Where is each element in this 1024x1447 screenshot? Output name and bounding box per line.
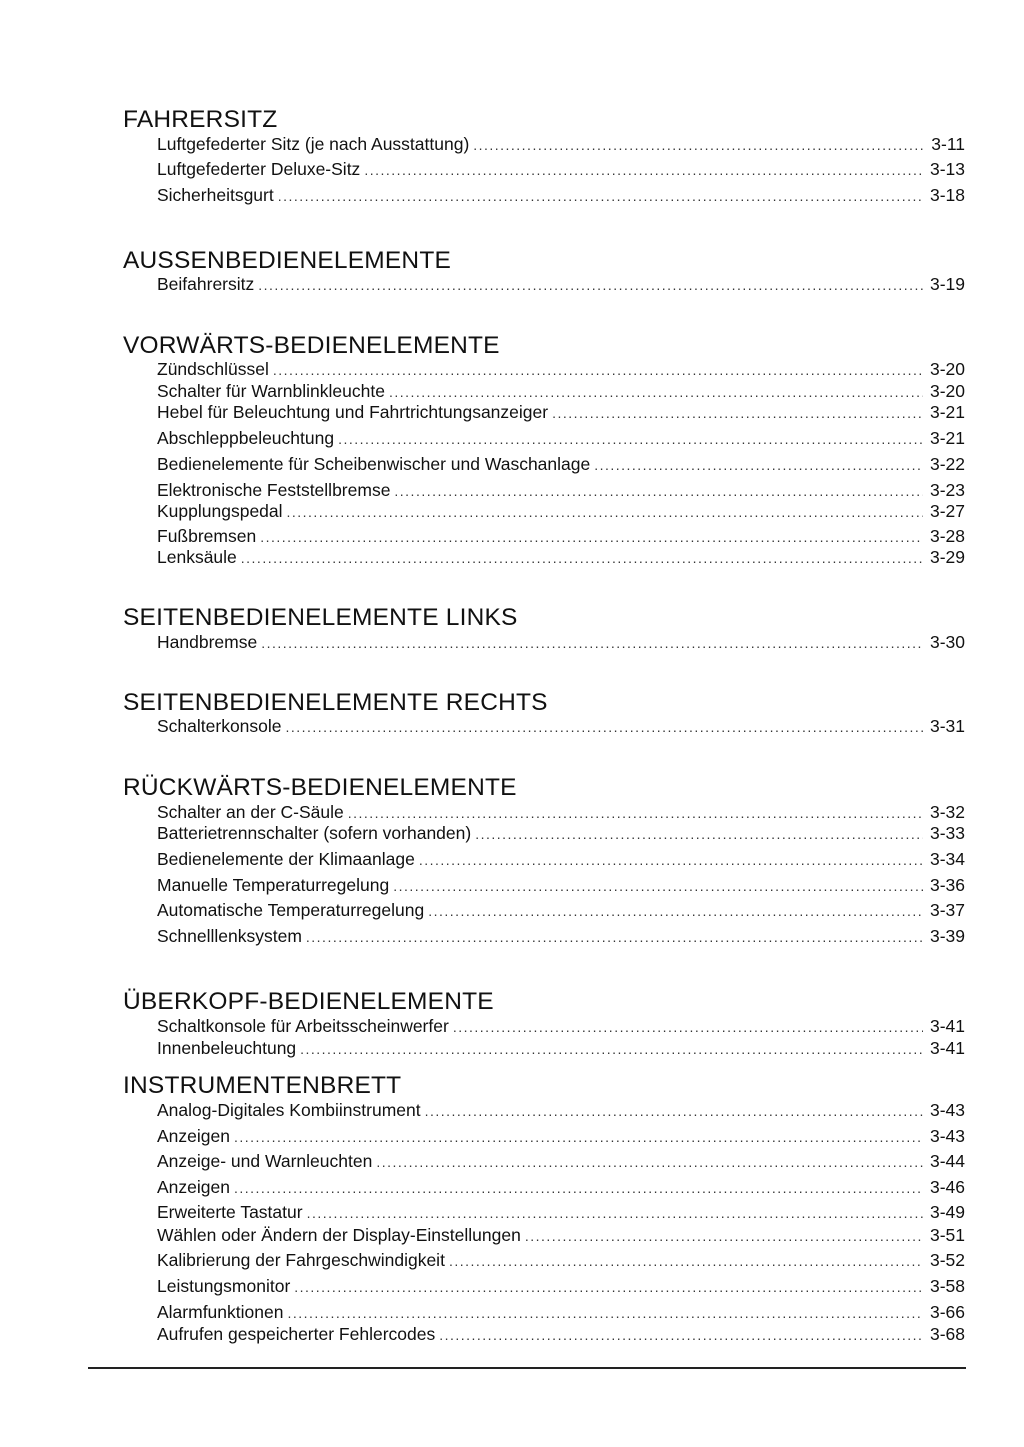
toc-entry[interactable] — [157, 715, 965, 737]
toc-entry[interactable] — [157, 1015, 965, 1037]
dot-leader — [234, 1177, 923, 1199]
section-heading: INSTRUMENTENBRETT — [123, 1072, 402, 1099]
dot-leader — [525, 1225, 923, 1247]
section-heading: FAHRERSITZ — [123, 106, 278, 133]
toc-entry[interactable] — [157, 1176, 965, 1198]
toc-entry[interactable] — [157, 525, 965, 547]
entry-label: Schnelllenksystem — [157, 926, 302, 946]
toc-entry[interactable] — [157, 453, 965, 475]
toc-entry[interactable] — [157, 1037, 965, 1059]
entry-label: Batterietrennschalter (sofern vorhanden) — [157, 823, 472, 843]
dot-leader — [260, 526, 923, 548]
entry-label: Manuelle Temperaturregelung — [157, 875, 390, 895]
entry-page: 3-23 — [929, 480, 965, 500]
entry-label: Anzeigen — [157, 1126, 230, 1146]
dot-leader — [300, 1038, 923, 1060]
entry-page: 3-49 — [929, 1202, 965, 1222]
dot-leader — [594, 454, 923, 476]
toc-entry[interactable] — [157, 479, 965, 501]
toc-entry[interactable] — [157, 427, 965, 449]
toc-entry[interactable] — [157, 1099, 965, 1121]
entry-label: Schaltkonsole für Arbeitsscheinwerfer — [157, 1016, 449, 1036]
dot-leader — [425, 1100, 923, 1122]
entry-page: 3-43 — [929, 1126, 965, 1146]
dot-leader — [449, 1250, 923, 1272]
entry-page: 3-18 — [929, 185, 965, 205]
entry-label: Kupplungspedal — [157, 501, 283, 521]
dot-leader — [393, 875, 923, 897]
entry-page: 3-19 — [929, 274, 965, 294]
entry-label: Fußbremsen — [157, 526, 257, 546]
section-heading: AUSSENBEDIENELEMENTE — [123, 247, 452, 274]
entry-label: Schalter für Warnblinkleuchte — [157, 381, 385, 401]
entry-label: Wählen oder Ändern der Display-Einstellungen — [157, 1225, 521, 1245]
dot-leader — [376, 1151, 923, 1173]
entry-label: Schalterkonsole — [157, 716, 282, 736]
dot-leader — [241, 547, 923, 569]
dot-leader — [286, 716, 923, 738]
entry-page: 3-66 — [929, 1302, 965, 1322]
entry-label: Luftgefederter Sitz (je nach Ausstattung) — [157, 134, 470, 154]
toc-entry[interactable] — [157, 1301, 965, 1323]
entry-label: Abschleppbeleuchtung — [157, 428, 335, 448]
entry-page: 3-13 — [929, 159, 965, 179]
dot-leader — [287, 501, 923, 523]
dot-leader — [306, 926, 923, 948]
entry-page: 3-21 — [929, 428, 965, 448]
toc-entry[interactable] — [157, 848, 965, 870]
entry-page: 3-29 — [929, 547, 965, 567]
entry-label: Beifahrersitz — [157, 274, 255, 294]
entry-page: 3-39 — [929, 926, 965, 946]
entry-label: Schalter an der C-Säule — [157, 802, 344, 822]
entry-page: 3-34 — [929, 849, 965, 869]
toc-entry[interactable] — [157, 1201, 965, 1223]
dot-leader — [439, 1324, 923, 1346]
toc-entry[interactable] — [157, 822, 965, 844]
dot-leader — [475, 823, 923, 845]
entry-page: 3-27 — [929, 501, 965, 521]
toc-entry[interactable] — [157, 158, 965, 180]
entry-label: Zündschlüssel — [157, 359, 269, 379]
entry-page: 3-58 — [929, 1276, 965, 1296]
entry-page: 3-30 — [929, 632, 965, 652]
section-heading: SEITENBEDIENELEMENTE LINKS — [123, 604, 518, 631]
entry-page: 3-32 — [929, 802, 965, 822]
toc-entry[interactable] — [157, 1125, 965, 1147]
toc-entry[interactable] — [157, 273, 965, 295]
entry-page: 3-37 — [929, 900, 965, 920]
dot-leader — [261, 632, 923, 654]
dot-leader — [294, 1276, 923, 1298]
toc-entry[interactable] — [157, 380, 965, 402]
entry-label: Alarmfunktionen — [157, 1302, 284, 1322]
toc-entry[interactable] — [157, 1150, 965, 1172]
entry-label: Kalibrierung der Fahrgeschwindigkeit — [157, 1250, 445, 1270]
toc-entry[interactable] — [157, 1224, 965, 1246]
toc-entry[interactable] — [157, 1275, 965, 1297]
entry-label: Innenbeleuchtung — [157, 1038, 297, 1058]
footer-divider — [88, 1367, 966, 1369]
entry-page: 3-41 — [929, 1038, 965, 1058]
entry-page: 3-36 — [929, 875, 965, 895]
entry-page: 3-28 — [929, 526, 965, 546]
dot-leader — [453, 1016, 923, 1038]
toc-entry[interactable] — [157, 874, 965, 896]
section-heading: RÜCKWÄRTS-BEDIENELEMENTE — [123, 774, 517, 801]
entry-label: Analog-Digitales Kombiinstrument — [157, 1100, 421, 1120]
entry-page: 3-11 — [931, 134, 965, 154]
dot-leader — [428, 900, 923, 922]
toc-entry[interactable] — [157, 184, 965, 206]
toc-entry[interactable] — [157, 801, 965, 823]
entry-page: 3-22 — [929, 454, 965, 474]
entry-page: 3-20 — [929, 359, 965, 379]
toc-entry[interactable] — [157, 133, 965, 155]
entry-label: Aufrufen gespeicherter Fehlercodes — [157, 1324, 436, 1344]
entry-label: Leistungsmonitor — [157, 1276, 291, 1296]
entry-page: 3-20 — [929, 381, 965, 401]
entry-page: 3-43 — [929, 1100, 965, 1120]
toc-entry[interactable] — [157, 1249, 965, 1271]
toc-entry[interactable] — [157, 401, 965, 423]
entry-page: 3-33 — [929, 823, 965, 843]
dot-leader — [389, 381, 923, 403]
entry-label: Bedienelemente für Scheibenwischer und Waschanlage — [157, 454, 591, 474]
entry-label: Anzeige- und Warnleuchten — [157, 1151, 373, 1171]
dot-leader — [419, 849, 923, 871]
entry-page: 3-44 — [929, 1151, 965, 1171]
section-heading: SEITENBEDIENELEMENTE RECHTS — [123, 689, 548, 716]
toc-entry[interactable] — [157, 1323, 965, 1345]
toc-entry[interactable] — [157, 500, 965, 522]
dot-leader — [278, 185, 923, 207]
entry-label: Handbremse — [157, 632, 258, 652]
toc-entry[interactable] — [157, 358, 965, 380]
entry-page: 3-21 — [929, 402, 965, 422]
dot-leader — [364, 159, 923, 181]
section-heading: ÜBERKOPF-BEDIENELEMENTE — [123, 988, 494, 1015]
entry-label: Sicherheitsgurt — [157, 185, 274, 205]
toc-entry[interactable] — [157, 925, 965, 947]
dot-leader — [287, 1302, 923, 1324]
entry-page: 3-52 — [929, 1250, 965, 1270]
entry-label: Hebel für Beleuchtung und Fahrtrichtungsanzeiger — [157, 402, 549, 422]
dot-leader — [552, 402, 923, 424]
entry-label: Luftgefederter Deluxe-Sitz — [157, 159, 361, 179]
entry-label: Bedienelemente der Klimaanlage — [157, 849, 415, 869]
entry-page: 3-46 — [929, 1177, 965, 1197]
entry-page: 3-31 — [929, 716, 965, 736]
entry-label: Anzeigen — [157, 1177, 230, 1197]
entry-label: Automatische Temperaturregelung — [157, 900, 425, 920]
dot-leader — [258, 274, 923, 296]
dot-leader — [348, 802, 923, 824]
section-heading: VORWÄRTS-BEDIENELEMENTE — [123, 332, 500, 359]
dot-leader — [338, 428, 923, 450]
entry-label: Erweiterte Tastatur — [157, 1202, 303, 1222]
toc-entry[interactable] — [157, 631, 965, 653]
dot-leader — [234, 1126, 923, 1148]
entry-label: Elektronische Feststellbremse — [157, 480, 391, 500]
entry-page: 3-41 — [929, 1016, 965, 1036]
toc-entry[interactable] — [157, 546, 965, 568]
entry-label: Lenksäule — [157, 547, 237, 567]
dot-leader — [394, 480, 923, 502]
toc-entry[interactable] — [157, 899, 965, 921]
dot-leader — [307, 1202, 923, 1224]
entry-page: 3-68 — [929, 1324, 965, 1344]
dot-leader — [473, 134, 923, 156]
entry-page: 3-51 — [929, 1225, 965, 1245]
dot-leader — [273, 359, 923, 381]
